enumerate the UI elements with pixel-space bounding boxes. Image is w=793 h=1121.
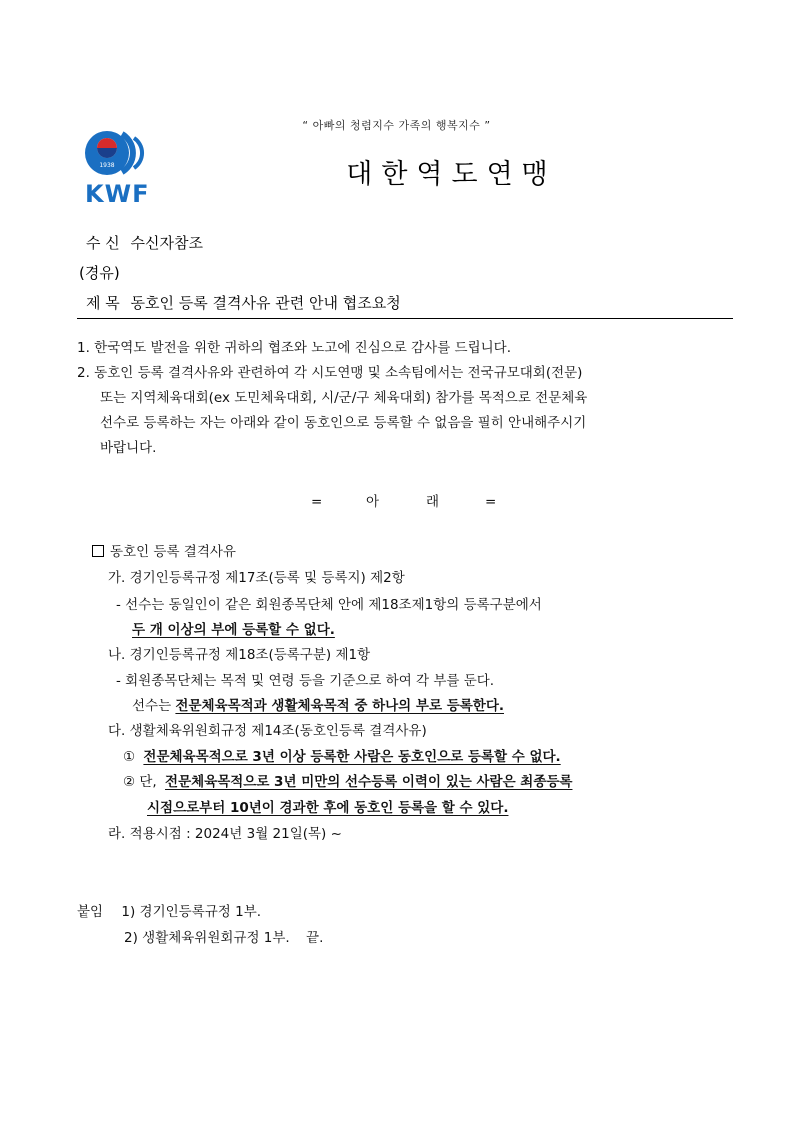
item-na-rule <box>132 694 504 719</box>
item-ra: 라. 적용시점 : 2024년 3월 21일(목) ~ <box>108 826 342 842</box>
subject-label: 제 목 <box>86 294 120 312</box>
item-ga: 가. 경기인등록규정 제17조(등록 및 등록지) 제2항 <box>108 570 405 586</box>
clause-2-text-line-2: 시점으로부터 10년이 경과한 후에 동호인 등록을 할 수 있다. <box>147 800 509 816</box>
recipient-row <box>86 232 203 253</box>
attachment-1 <box>77 900 261 925</box>
item-da: 다. 생활체육위원회규정 제14조(동호인등록 결격사유) <box>108 723 427 739</box>
attachment-2 <box>124 926 323 951</box>
logo-text: KWF <box>85 180 150 208</box>
section-heading-text: 동호인 등록 결격사유 <box>110 544 236 560</box>
attachment-2-text: 2) 생활체육위원회규정 1부. <box>124 930 290 946</box>
paragraph-2-line-3: 선수로 등록하는 자는 아래와 같이 동호인으로 등록할 수 없음을 필히 안내해주시기 <box>100 415 587 431</box>
clause-1-number: ① <box>123 749 136 765</box>
item-da-clause-2 <box>123 770 572 795</box>
section-heading <box>92 540 236 565</box>
via-label: (경유) <box>79 264 120 282</box>
clause-2-text-line-1: 전문체육목적으로 3년 미만의 선수등록 이력이 있는 사람은 최종등록 <box>165 774 573 790</box>
below-char-a: 아 <box>366 494 380 510</box>
end-mark: 끝. <box>306 930 324 946</box>
recipient-label: 수 신 <box>86 234 120 252</box>
paragraph-2-line-4: 바랍니다. <box>100 440 157 456</box>
paragraph-1: 1. 한국역도 발전을 위한 귀하의 협조와 노고에 진심으로 감사를 드립니다. <box>77 340 511 356</box>
below-char-rae: 래 <box>426 494 440 510</box>
item-na-prefix: 선수는 <box>132 698 176 714</box>
below-eq-left: = <box>311 494 323 510</box>
item-ga-detail: - 선수는 동일인이 같은 회원종목단체 안에 제18조제1항의 등록구분에서 <box>116 597 542 613</box>
paragraph-2-line-1: 2. 동호인 등록 결격사유와 관련하여 각 시도연맹 및 소속팀에서는 전국규모대회(전문) <box>77 365 583 381</box>
attachment-label: 붙임 <box>77 904 104 920</box>
checkbox-square-icon <box>92 545 104 557</box>
clause-1-text: 전문체육목적으로 3년 이상 등록한 사람은 동호인으로 등록할 수 없다. <box>143 749 561 765</box>
subject-value: 동호인 등록 결격사유 관련 안내 협조요청 <box>130 294 401 312</box>
item-da-clause-1 <box>123 745 561 770</box>
header-divider <box>77 318 733 319</box>
item-na-detail: - 회원종목단체는 목적 및 연령 등을 기준으로 하여 각 부를 둔다. <box>116 673 495 689</box>
logo-year: 1938 <box>99 162 115 169</box>
motto: “ 아빠의 청렴지수 가족의 행복지수 ” <box>302 119 491 132</box>
paragraph-2-line-2: 또는 지역체육대회(ex 도민체육대회, 시/군/구 체육대회) 참가를 목적으로 전문체육 <box>100 390 588 406</box>
item-na-emphasis: 전문체육목적과 생활체육목적 중 하나의 부로 등록한다. <box>175 698 504 714</box>
org-title: 대한역도연맹 <box>346 159 557 190</box>
attachment-1-text: 1) 경기인등록규정 1부. <box>121 904 262 920</box>
below-eq-right: = <box>485 494 497 510</box>
subject-row <box>86 292 401 313</box>
item-na: 나. 경기인등록규정 제18조(등록구분) 제1항 <box>108 647 371 663</box>
item-ga-emphasis: 두 개 이상의 부에 등록할 수 없다. <box>132 622 335 638</box>
recipient-value: 수신자참조 <box>130 234 203 252</box>
clause-2-number: ② 단, <box>123 774 157 790</box>
